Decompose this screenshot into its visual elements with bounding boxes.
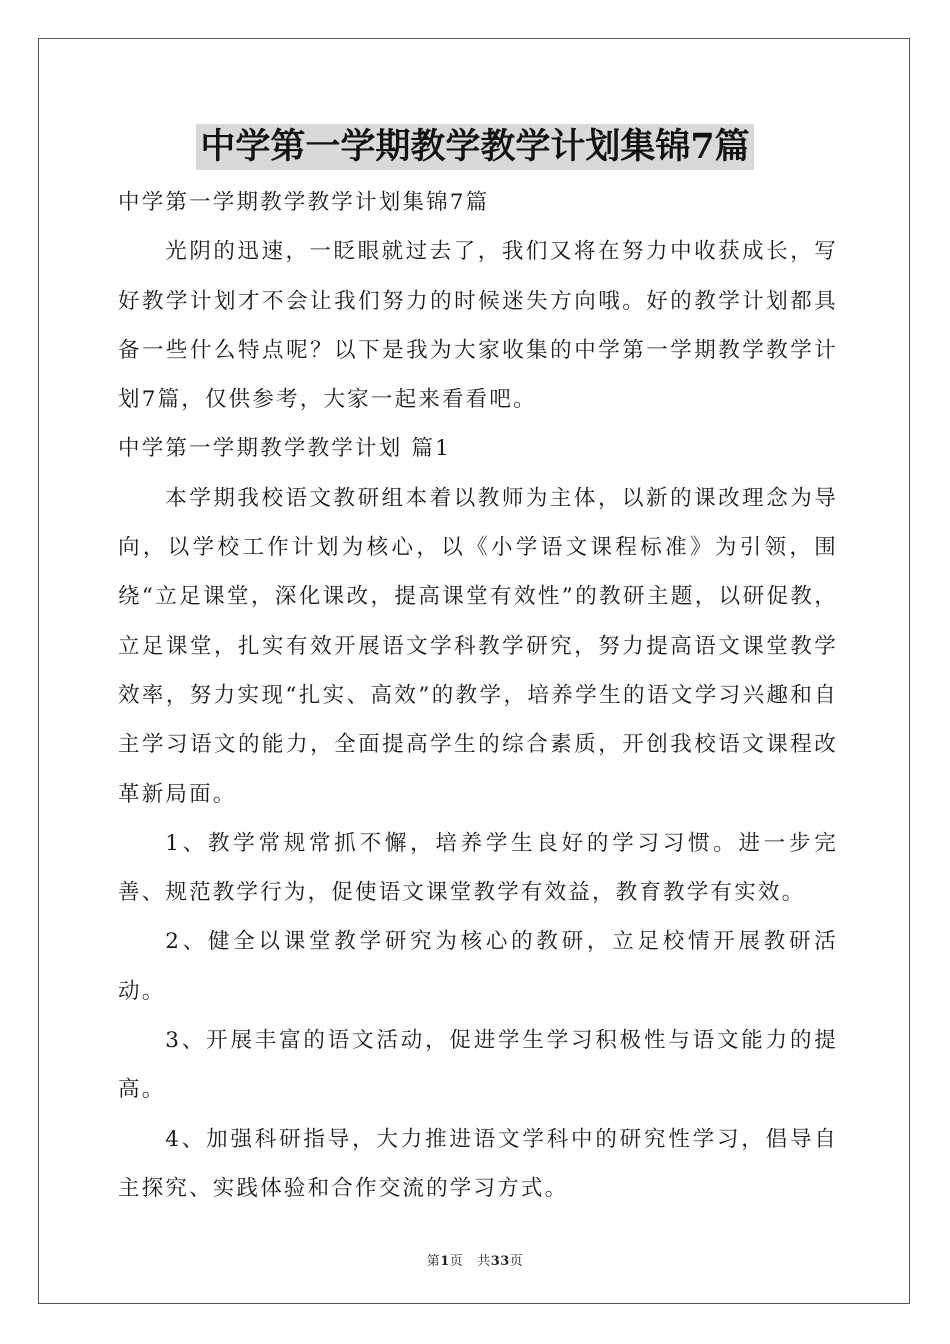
section-paragraph: 4、加强科研指导，大力推进语文学科中的研究性学习，倡导自主探究、实践体验和合作交流的学习方式。 <box>118 1126 838 1201</box>
section-paragraph: 本学期我校语文教研组本着以教师为主体，以新的课改理念为导向，以学校工作计划为核心，以《小学语文课程标准》为引领，围绕“立足课堂，深化课改，提高课堂有效性”的教研主题，以研促教，立足课堂，扎实有效开展语文学科教学研究，努力提高语文课堂教学效率，努力实现“扎实、高效”的教学，培养学生的语文学习兴趣和自主学习语文的能力，全面提高学生的综合素质，开创我校语文课程改革新局面。 <box>118 485 838 807</box>
page-prefix: 第 <box>426 1254 441 1269</box>
section-paragraph: 1、教学常规常抓不懈，培养学生良好的学习习惯。进一步完善、规范教学行为，促使语文课堂教学有效益，教育教学有实效。 <box>118 830 838 906</box>
page-number: 1 <box>440 1254 450 1269</box>
title-container <box>0 124 950 170</box>
section-paragraph: 3、开展丰富的语文活动，促进学生学习积极性与语文能力的提高。 <box>118 1028 838 1103</box>
section-heading: 中学第一学期教学教学计划 篇1 <box>118 436 452 462</box>
intro-paragraph: 光阴的迅速，一眨眼就过去了，我们又将在努力中收获成长，写好教学计划才不会让我们努力的时候迷失方向哦。好的教学计划都具备一些什么特点呢？以下是我为大家收集的中学第一学期教学教学计划7篇，仅供参考，大家一起来看看吧。 <box>118 239 838 413</box>
total-pages: 33 <box>490 1254 510 1269</box>
total-suffix: 页 <box>509 1254 524 1269</box>
document-body <box>118 178 838 1213</box>
total-prefix: 共 <box>477 1254 491 1269</box>
document-title: 中学第一学期教学教学计划集锦7篇 <box>196 124 753 170</box>
page-footer <box>0 1250 950 1269</box>
section-paragraph: 2、健全以课堂教学研究为核心的教研，立足校情开展教研活动。 <box>118 929 838 1004</box>
page-suffix: 页 <box>449 1254 464 1269</box>
document-subtitle: 中学第一学期教学教学计划集锦7篇 <box>118 190 490 215</box>
